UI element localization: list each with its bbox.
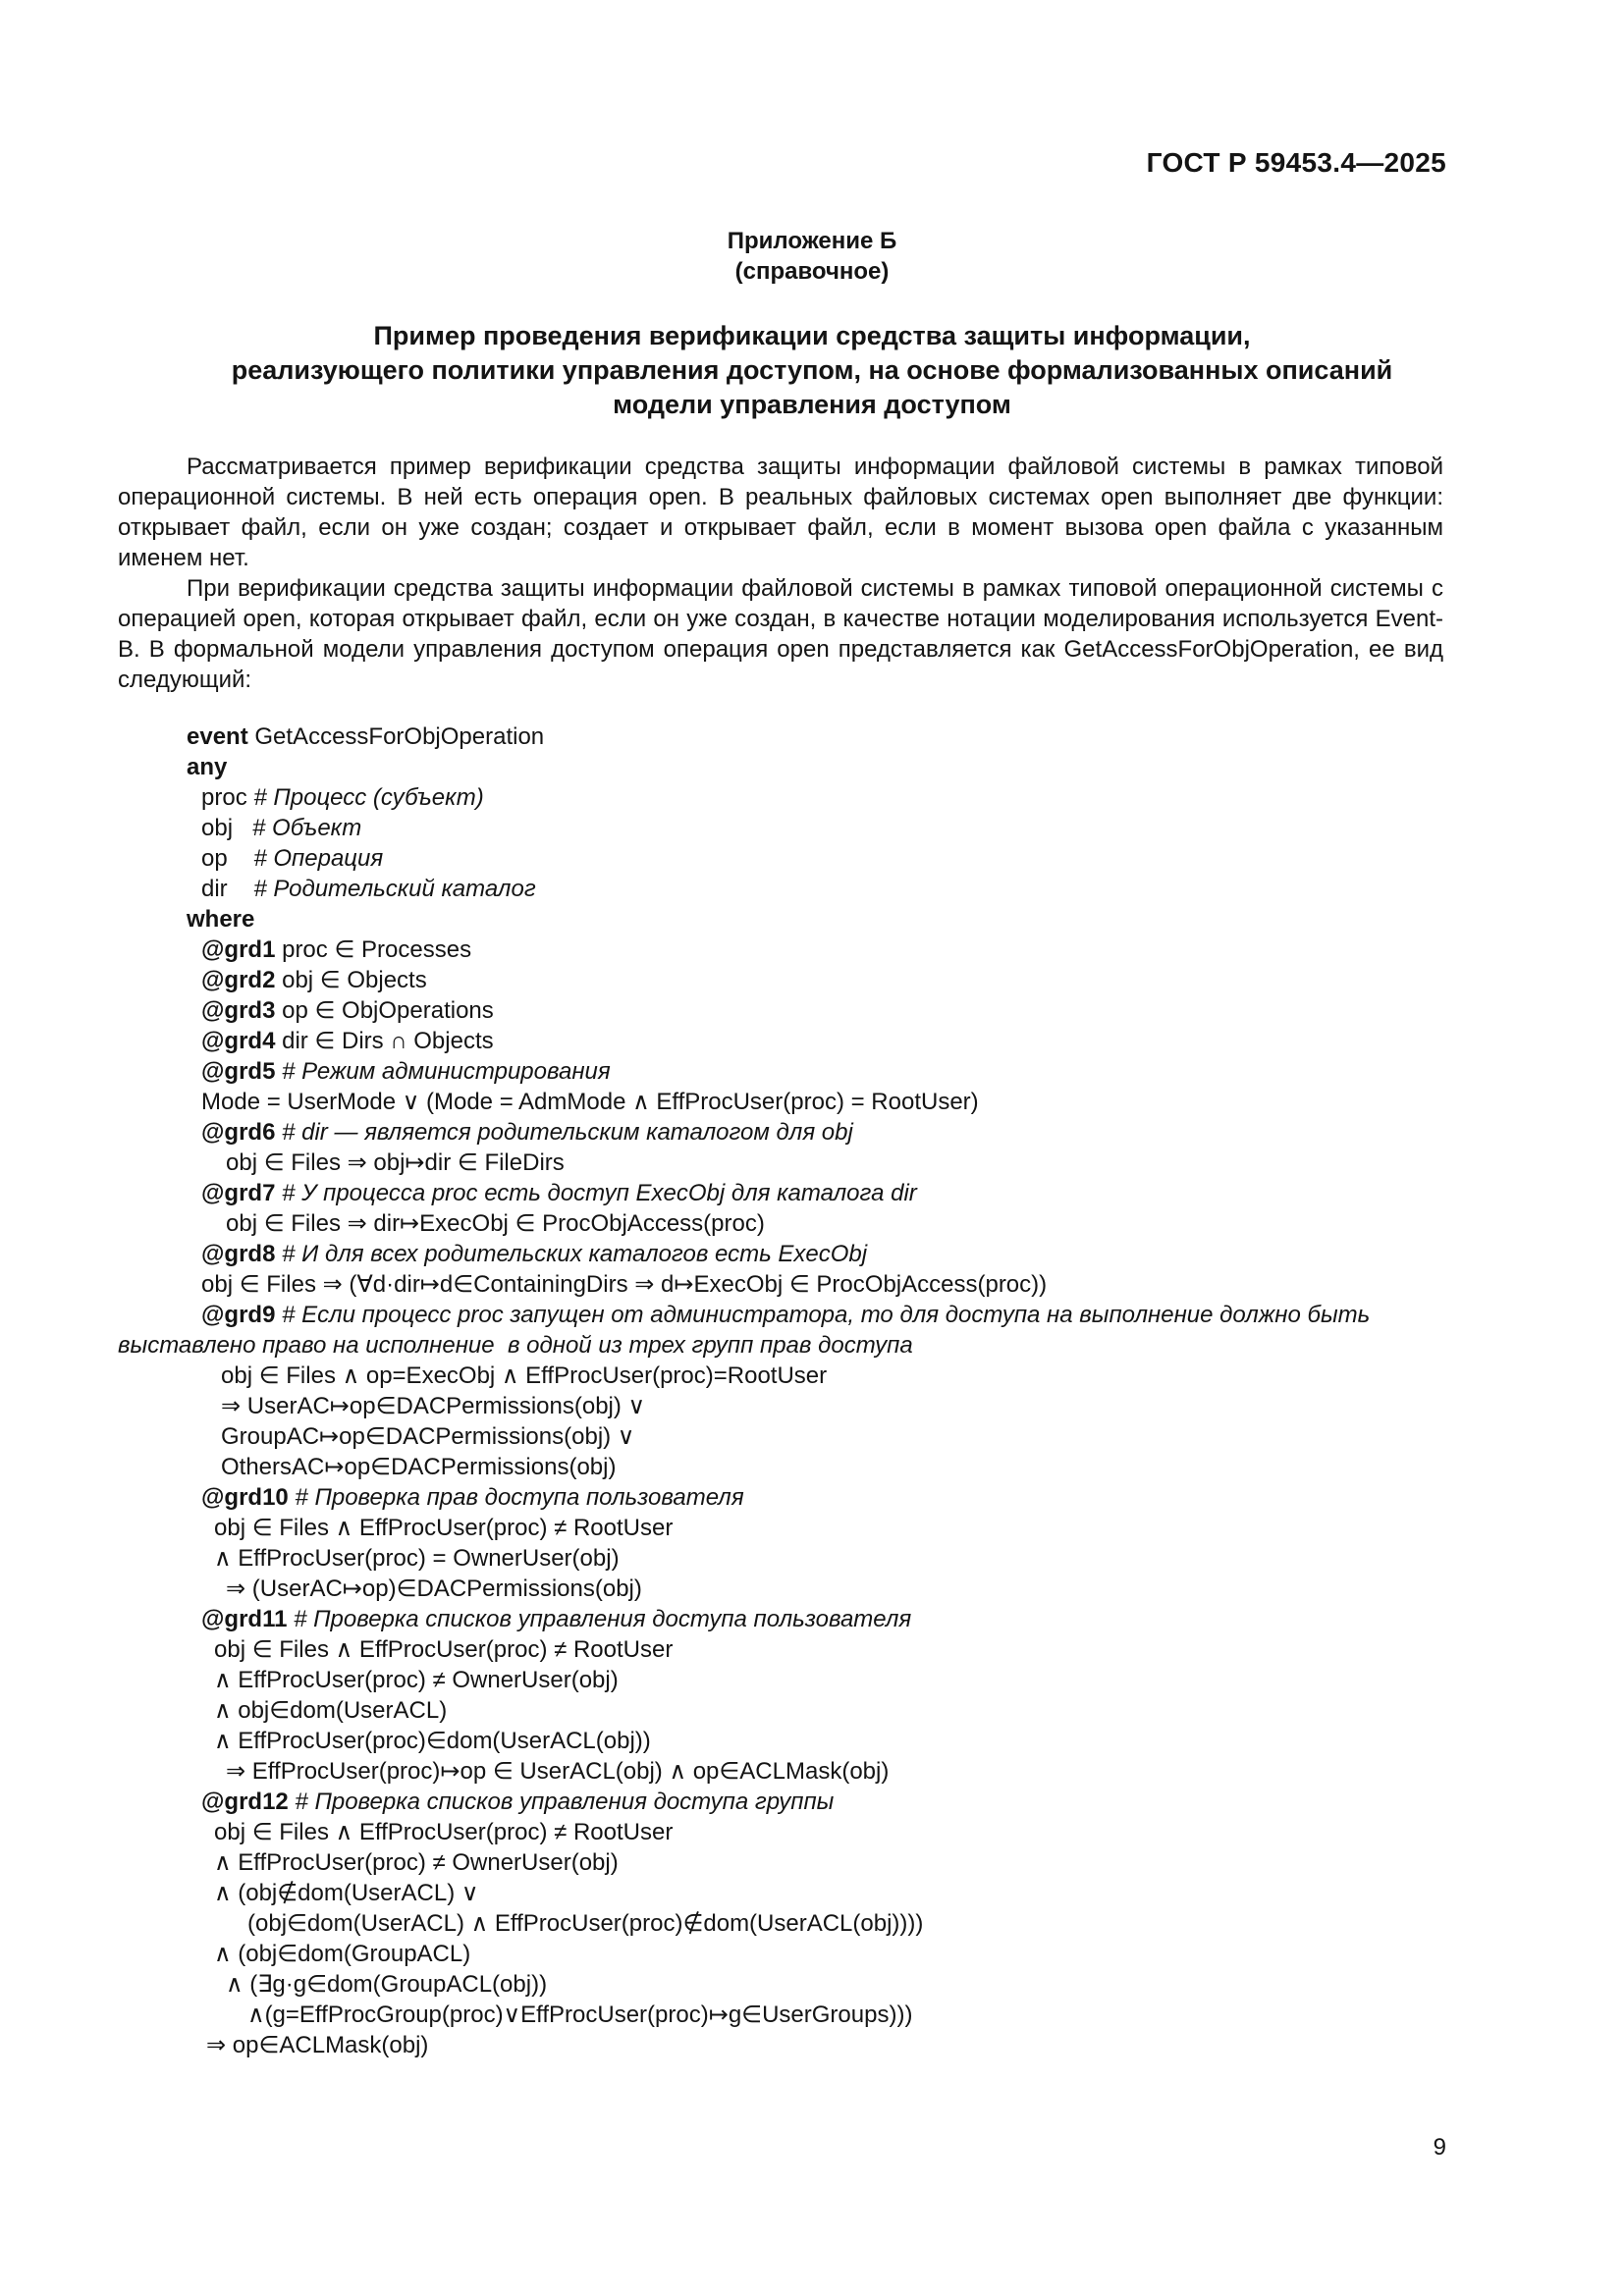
guard-label: @grd1	[201, 936, 276, 963]
paragraph-notation	[118, 573, 1443, 695]
title-line-1: Пример проведения верификации средства защиты информации,	[373, 321, 1251, 350]
code-line	[201, 1483, 744, 1513]
code-line: ∧ obj∈dom(UserACL)	[214, 1697, 448, 1724]
keyword: event	[187, 723, 248, 750]
code-comment: # dir — является родительским каталогом для obj	[275, 1119, 853, 1146]
code-line: GroupAC↦op∈DACPermissions(obj) ∨	[221, 1423, 635, 1450]
guard-label: @grd12	[201, 1789, 289, 1815]
code-line: obj ∈ Files ∧ EffProcUser(proc) ≠ RootUser	[214, 1819, 674, 1845]
code-text: obj	[201, 815, 253, 841]
code-text: proc ∈ Processes	[275, 936, 472, 963]
paragraph-2-text: При верификации средства защиты информации файловой системы в рамках типовой операционной системы с операцией open, которая открывает файл, если он уже создан, в качестве нотации моделирования используется Event-B. В формальной модели управления доступом операция open представляется как GetAccessForObjOperation, ее вид следующий:	[118, 575, 1443, 693]
code-line	[201, 1179, 917, 1208]
code-line: (obj∈dom(UserACL) ∧ EffProcUser(proc)∉dom(UserACL(obj))))	[247, 1910, 924, 1937]
code-line: ⇒ EffProcUser(proc)↦op ∈ UserACL(obj) ∧ op∈ACLMask(obj)	[226, 1758, 890, 1785]
appendix-label: Приложение Б	[727, 228, 897, 254]
code-line: obj ∈ Files ∧ op=ExecObj ∧ EffProcUser(proc)=RootUser	[221, 1362, 828, 1389]
code-line: obj ∈ Files ⇒ obj↦dir ∈ FileDirs	[226, 1149, 565, 1176]
page-number: 9	[1433, 2134, 1446, 2161]
code-line	[201, 783, 484, 813]
code-line	[187, 722, 544, 752]
code-line: ∧ EffProcUser(proc) ≠ OwnerUser(obj)	[214, 1667, 619, 1693]
code-line	[201, 1057, 611, 1087]
code-line: ∧ (obj∈dom(GroupACL)	[214, 1941, 471, 1967]
code-line	[201, 844, 383, 874]
code-line	[201, 814, 361, 843]
code-line	[201, 875, 536, 904]
code-line	[201, 966, 427, 995]
guard-label: @grd7	[201, 1180, 276, 1206]
code-line	[201, 1118, 853, 1148]
code-text: obj ∈ Objects	[275, 967, 427, 993]
code-line: ∧(g=EffProcGroup(proc)∨EffProcUser(proc)↦g∈UserGroups)))	[247, 2002, 913, 2028]
guard-label: @grd5	[201, 1058, 276, 1085]
code-line: Mode = UserMode ∨ (Mode = AdmMode ∧ EffProcUser(proc) = RootUser)	[201, 1089, 979, 1115]
code-line: ∧ EffProcUser(proc) = OwnerUser(obj)	[214, 1545, 620, 1572]
code-text: dir ∈ Dirs ∩ Objects	[275, 1028, 494, 1054]
code-line	[201, 1788, 834, 1817]
code-line	[201, 935, 471, 965]
code-comment: # Родительский каталог	[253, 876, 536, 902]
code-line: any	[187, 754, 228, 780]
code-comment: выставлено право на исполнение в одной из трех групп прав доступа	[118, 1332, 913, 1359]
title-line-2: реализующего политики управления доступом, на основе формализованных описаний	[231, 355, 1393, 385]
code-text: proc	[201, 784, 254, 811]
appendix-title	[147, 319, 1477, 422]
code-comment: # У процесса proc есть доступ ExecObj для каталога dir	[275, 1180, 917, 1206]
code-comment: # Проверка прав доступа пользователя	[288, 1484, 744, 1511]
appendix-heading	[0, 226, 1624, 287]
code-line	[201, 996, 494, 1026]
code-line: obj ∈ Files ∧ EffProcUser(proc) ≠ RootUser	[214, 1515, 674, 1541]
code-text: dir	[201, 876, 254, 902]
code-line	[201, 1240, 867, 1269]
paragraph-1-text: Рассматривается пример верификации средства защиты информации файловой системы в рамках типовой операционной системы. В ней есть операция open. В реальных файловых системах open выполняет две функции: открывает файл, если он уже создан; создает и открывает файл, если в момент вызова open файла с указанным именем нет.	[118, 454, 1443, 571]
guard-label: @grd9	[201, 1302, 276, 1328]
guard-label: @grd2	[201, 967, 276, 993]
code-line: obj ∈ Files ⇒ dir↦ExecObj ∈ ProcObjAccess(proc)	[226, 1210, 765, 1237]
guard-label: @grd4	[201, 1028, 276, 1054]
code-text: op ∈ ObjOperations	[275, 997, 494, 1024]
code-text: op	[201, 845, 254, 872]
code-line	[201, 1301, 1370, 1330]
code-comment: # Проверка списков управления доступа группы	[288, 1789, 835, 1815]
code-line: ∧ EffProcUser(proc)∈dom(UserACL(obj))	[214, 1728, 651, 1754]
standard-number: ГОСТ Р 59453.4—2025	[1146, 147, 1446, 178]
code-line: ⇒ (UserAC↦op)∈DACPermissions(obj)	[226, 1575, 642, 1602]
code-line: ∧ EffProcUser(proc) ≠ OwnerUser(obj)	[214, 1849, 619, 1876]
code-text: GetAccessForObjOperation	[247, 723, 545, 750]
paragraph-intro	[118, 452, 1443, 573]
code-line	[201, 1027, 494, 1056]
code-line: ∧ (∃g·g∈dom(GroupACL(obj))	[226, 1971, 548, 1998]
code-line	[201, 1605, 911, 1634]
guard-label: @grd8	[201, 1241, 276, 1267]
code-line: OthersAC↦op∈DACPermissions(obj)	[221, 1454, 617, 1480]
code-comment: # Проверка списков управления доступа пользователя	[287, 1606, 912, 1632]
code-comment: # Если процесс proc запущен от администратора, то для доступа на выполнение должно быть	[275, 1302, 1371, 1328]
code-comment: # Объект	[252, 815, 362, 841]
code-comment: # Операция	[253, 845, 384, 872]
title-line-3: модели управления доступом	[613, 390, 1011, 419]
code-line: ⇒ op∈ACLMask(obj)	[206, 2032, 429, 2058]
code-line: ⇒ UserAC↦op∈DACPermissions(obj) ∨	[221, 1393, 646, 1419]
guard-label: @grd6	[201, 1119, 276, 1146]
code-line: obj ∈ Files ∧ EffProcUser(proc) ≠ RootUser	[214, 1636, 674, 1663]
code-comment: # Режим администрирования	[275, 1058, 611, 1085]
appendix-kind: (справочное)	[734, 258, 890, 285]
guard-label: @grd10	[201, 1484, 289, 1511]
code-line: where	[187, 906, 255, 933]
code-comment: # Процесс (субъект)	[253, 784, 484, 811]
guard-label: @grd11	[201, 1606, 288, 1632]
code-line: obj ∈ Files ⇒ (∀d·dir↦d∈ContainingDirs ⇒ d↦ExecObj ∈ ProcObjAccess(proc))	[201, 1271, 1048, 1298]
code-line: ∧ (obj∉dom(UserACL) ∨	[214, 1880, 479, 1906]
guard-label: @grd3	[201, 997, 276, 1024]
code-comment: # И для всех родительских каталогов есть ExecObj	[275, 1241, 868, 1267]
